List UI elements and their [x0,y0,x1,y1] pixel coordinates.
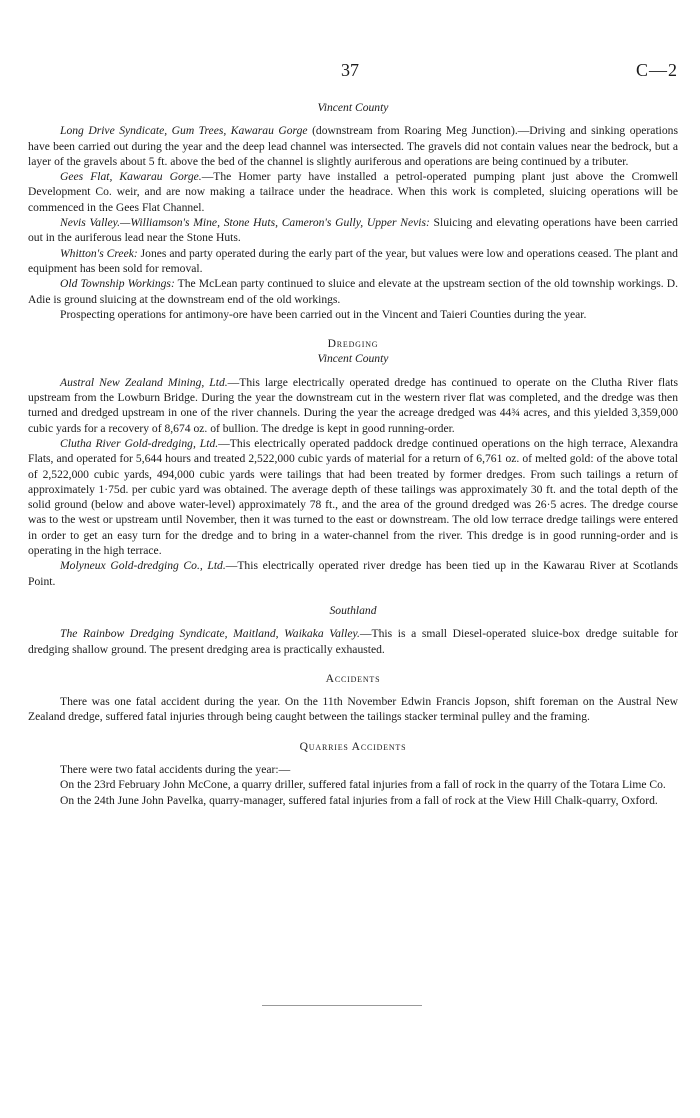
paragraph [28,793,678,808]
paragraph-text: —This large electrically operated dredge has continued to operate on the Clutha River flats upstream from the Lowburn Bridge. During the year the downstream cut in the western river flat was completed, and the dredge was then turned and dredged upstream in one of the river channels. During the year the acreage dredged was 44¾ acres, and this yielded 3,359,000 cubic yards for a recovery of 8,674 oz. of bullion. The dredge is kept in good running-order. [28,375,678,435]
paragraph-lead: Gees Flat, Kawarau Gorge. [60,170,202,184]
paragraph-text: (downstream from Roaring Meg Junction).—Driving and sinking operations have been carried out during the year and the deep lead channel was intersected. The gravels did not contain values near the bedrock, but a layer of the gravels about 5 ft. above the bed of the channel is slightly auriferous and operations are being continued by a tributer. [28,124,678,168]
paragraph-text: Sluicing and elevating operations have been carried out in the auriferous lead near the Stone Huts. [28,216,678,245]
paragraph-lead: Long Drive Syndicate, Gum Trees, Kawarau Gorge [60,124,308,138]
paragraph-text: Prospecting operations for antimony-ore have been carried out in the Vincent and Taieri Counties during the year. [60,307,587,321]
heading-quarries-accidents: Quarries Accidents [299,739,407,753]
paragraph [28,777,678,792]
paragraph-text: —This electrically operated river dredge has been tied up in the Kawarau River at Scotlands Point. [28,559,679,588]
paragraph [28,169,678,215]
subheading-vincent-county: Vincent County [317,352,389,366]
document-code: C—2 [635,60,678,80]
paragraph-text: On the 23rd February John McCone, a quarry driller, suffered fatal injuries from a fall of rock in the quarry of the Totara Lime Co. [60,778,666,792]
paragraph-text: Jones and party operated during the early part of the year, but values were low and operations ceased. The plant and equipment has been sold for removal. [28,246,678,275]
paragraph [28,694,678,725]
paragraph-text: There were two fatal accidents during the year:— [60,762,291,776]
heading-vincent-county: Vincent County [317,101,389,114]
paragraph [28,558,678,589]
paragraph [28,436,678,558]
paragraph-text: On the 24th June John Pavelka, quarry-manager, suffered fatal injuries from a fall of rock at the View Hill Chalk-quarry, Oxford. [60,793,658,807]
paragraph-lead: Molyneux Gold-dredging Co., Ltd. [60,559,226,573]
paragraph [28,246,678,277]
heading-dredging: Dredging [327,337,379,351]
paragraph [28,123,678,169]
paragraph [28,215,678,246]
paragraph-lead: Nevis Valley.—Williamson's Mine, Stone Huts, Cameron's Gully, Upper Nevis: [60,216,430,230]
page-number: 37 [341,60,359,80]
paragraph [28,375,678,436]
paragraph [28,307,678,322]
heading-accidents: Accidents [325,671,381,685]
heading-southland: Southland [329,603,377,617]
paragraph-text: —This is a small Diesel-operated sluice-box dredge suitable for dredging shallow ground. The present dredging area is practically exhausted. [28,627,679,656]
paragraph-text: —The Homer party have installed a petrol-operated pumping plant just above the Cromwell Development Co. weir, and are now making a tailrace under the headrace. When this work is completed, sluicing operations will be commenced in the Gees Flat Channel. [28,170,678,214]
paragraph-text: There was one fatal accident during the year. On the 11th November Edwin Francis Jopson, shift foreman on the Austral New Zealand dredge, suffered fatal injuries through being caught between the tailings stacker terminal pulley and the framing. [28,695,678,724]
footer-rule [262,1005,422,1006]
paragraph-lead: Whitton's Creek: [60,246,138,260]
paragraph-lead: The Rainbow Dredging Syndicate, Maitland, Waikaka Valley. [60,627,360,641]
paragraph-text: The McLean party continued to sluice and elevate at the upstream section of the old township workings. D. Adie is ground sluicing at the downstream end of the old workings. [28,277,678,306]
paragraph-lead: Austral New Zealand Mining, Ltd. [60,375,228,389]
paragraph [28,762,678,777]
page-body [28,100,678,808]
paragraph-lead: Old Township Workings: [60,277,175,291]
paragraph-text: —This electrically operated paddock dredge continued operations on the high terrace, Alexandra Flats, and operated for 5,644 hours and treated 2,522,000 cubic yards of material for a return of 6,761 oz. of melted gold: of the above total of 2,522,000 cubic yards, 494,000 cubic yards were tailings that had been treated by former dredges. From such tailings a return of approximately 1·75d. per cubic yard was obtained. The average depth of these tailings was approximately 30 ft. and the total depth of the solid ground (below and above water-level) approximately 78 ft., and the area of the ground dredged was 26·5 acres. The dredge course was to the west or upstream until November, then it was turned to the east or downstream. The old low terrace dredge tailings were entered in order to get an easy turn for the dredge and to bring in a water-channel from the river. This dredge is in good running-order and is operating in the high terrace. [28,436,678,558]
paragraph [28,626,678,657]
paragraph-lead: Clutha River Gold-dredging, Ltd. [60,436,219,450]
paragraph [28,276,678,307]
